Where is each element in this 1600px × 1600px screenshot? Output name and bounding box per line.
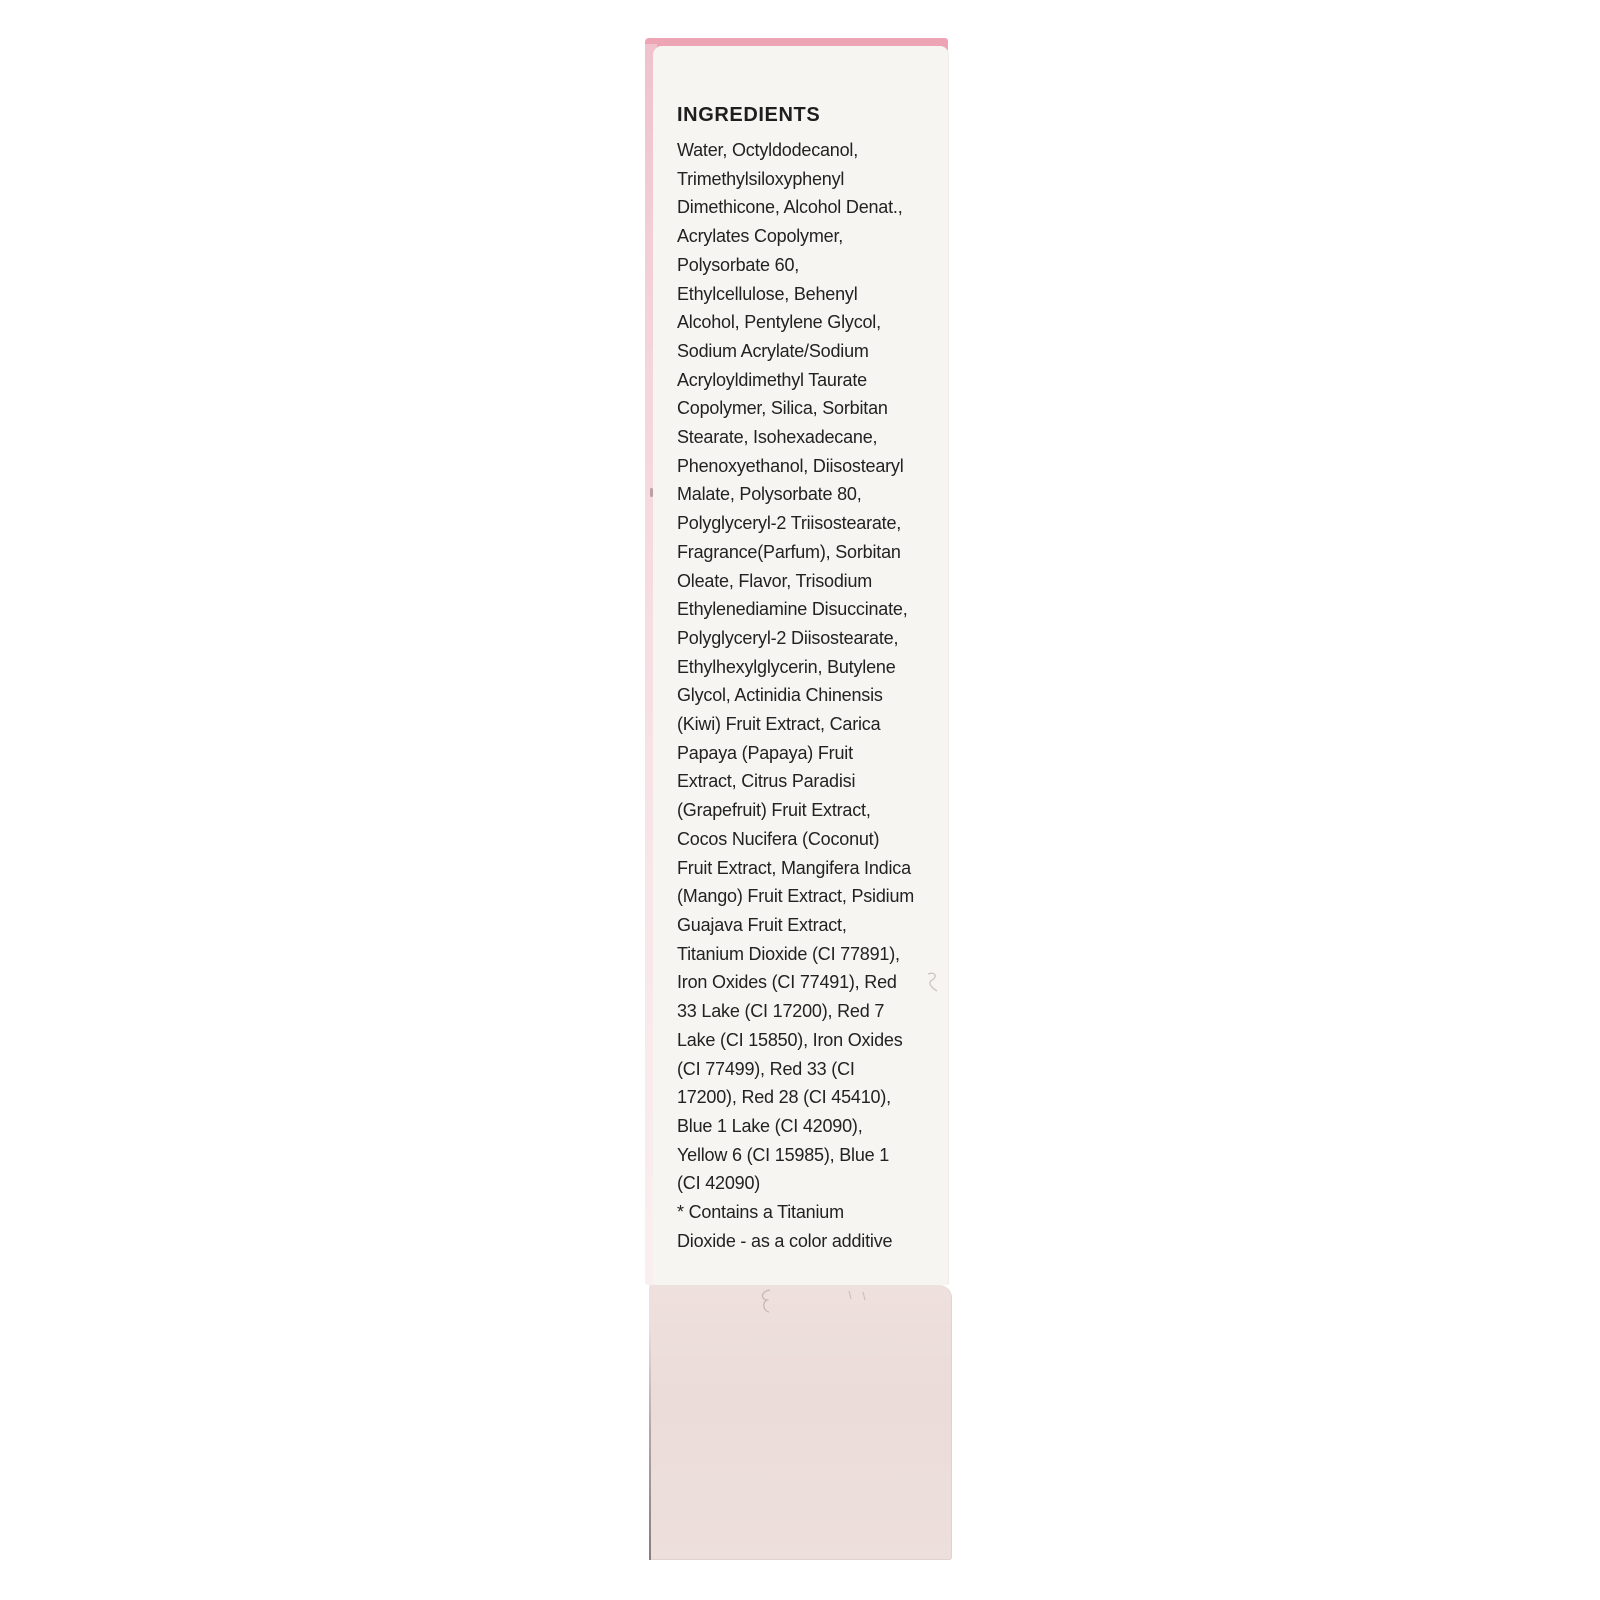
box-bottom-panel bbox=[649, 1285, 952, 1560]
ingredients-label-panel bbox=[653, 46, 949, 1285]
ingredients-heading: INGREDIENTS bbox=[677, 104, 821, 126]
ingredients-footnote: * Contains a Titanium Dioxide - as a color additive bbox=[677, 1202, 893, 1251]
ingredients-text: Water, Octyldodecanol, Trimethylsiloxyphenyl Dimethicone, Alcohol Denat., Acrylates Copolymer, Polysorbate 60, Ethylcellulose, Behenyl Alcohol, Pentylene Glycol, Sodium Acrylate/Sodium Acryloyldimethyl Taurate Copolymer, Silica, Sorbitan Stearate, Isohexadecane, Phenoxyethanol, Diisostearyl Malate, Polysorbate 80, Polyglyceryl-2 Triisostearate, Fragrance(Parfum), Sorbitan Oleate, Flavor, Trisodium Ethylenediamine Disuccinate, Polyglyceryl-2 Diisostearate, Ethylhexylglycerin, Butylene Glycol, Actinidia Chinensis (Kiwi) Fruit Extract, Carica Papaya (Papaya) Fruit Extract, Citrus Paradisi (Grapefruit) Fruit Extract, Cocos Nucifera (Coconut) Fruit Extract, Mangifera Indica (Mango) Fruit Extract, Psidium Guajava Fruit Extract, Titanium Dioxide (CI 77891), Iron Oxides (CI 77491), Red 33 Lake (CI 17200), Red 7 Lake (CI 15850), Iron Oxides (CI 77499), Red 33 (CI 17200), Red 28 (CI 45410), Blue 1 Lake (CI 42090), Yellow 6 (CI 15985), Blue 1 (CI 42090) bbox=[677, 140, 915, 1194]
scratch-mark bbox=[650, 488, 653, 497]
